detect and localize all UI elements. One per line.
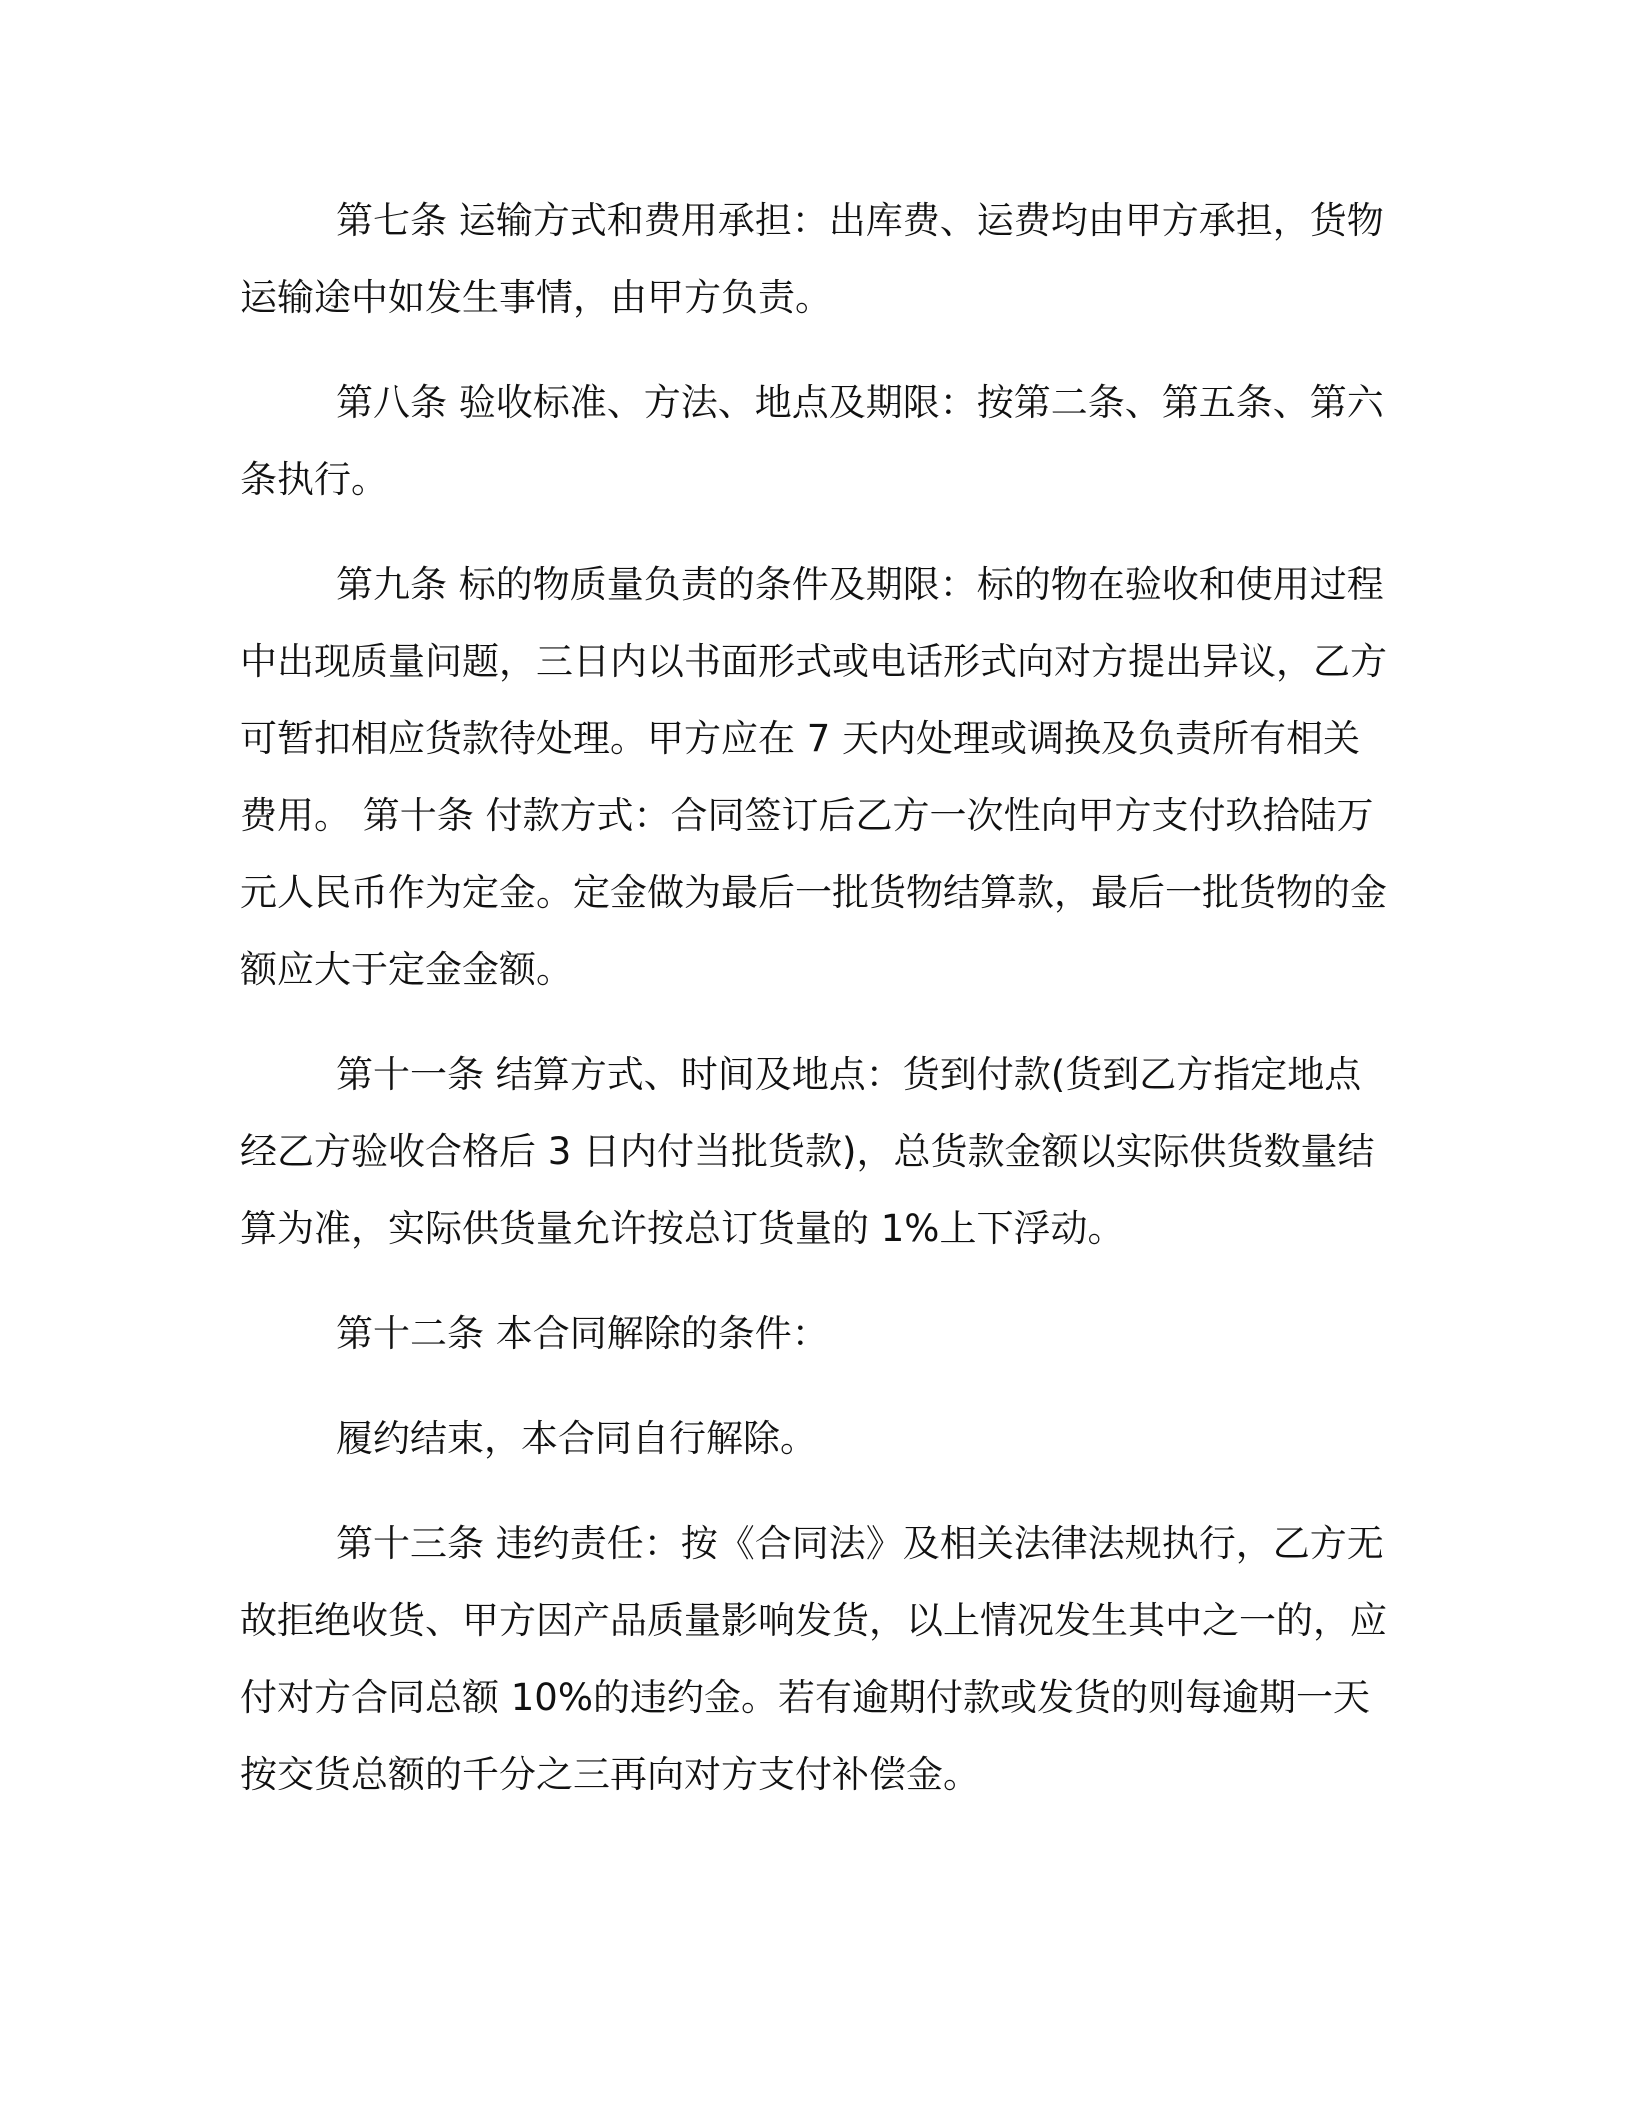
article-8-paragraph: 第八条 验收标准、方法、地点及期限：按第二条、第五条、第六条执行。	[240, 381, 1384, 501]
article-7-paragraph: 第七条 运输方式和费用承担：出库费、运费均由甲方承担，货物运输途中如发生事情，由甲方负责。	[240, 199, 1384, 319]
article-9-10-paragraph: 第九条 标的物质量负责的条件及期限：标的物在验收和使用过程中出现质量问题，三日内以书面形式或电话形式向对方提出异议，乙方可暂扣相应货款待处理。甲方应在 7 天内处理或调换及负责所有相关费用。 第十条 付款方式：合同签订后乙方一次性向甲方支付玖拾陆万元人民币作为定金。定金做为最后一批货物结算款，最后一批货物的金额应大于定金金额。	[240, 563, 1387, 991]
article-12-paragraph: 第十二条 本合同解除的条件：	[336, 1312, 829, 1355]
article-11-paragraph: 第十一条 结算方式、时间及地点：货到付款(货到乙方指定地点经乙方验收合格后 3 日内付当批货款)，总货款金额以实际供货数量结算为准，实际供货量允许按总订货量的 1%上下浮动。	[240, 1053, 1375, 1250]
article-13-paragraph: 第十三条 违约责任：按《合同法》及相关法律法规执行，乙方无故拒绝收货、甲方因产品质量影响发货，以上情况发生其中之一的，应付对方合同总额 10%的违约金。若有逾期付款或发货的则每逾期一天按交货总额的千分之三再向对方支付补偿金。	[240, 1522, 1387, 1796]
article-12-condition-paragraph: 履约结束，本合同自行解除。	[336, 1417, 817, 1460]
document-body	[240, 182, 1390, 1813]
